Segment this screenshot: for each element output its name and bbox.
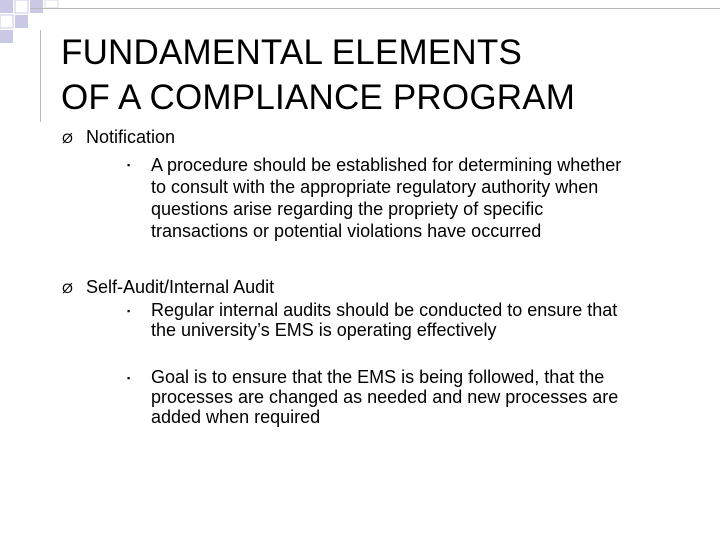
- list-item-line: processes are changed as needed and new processes are: [151, 387, 619, 407]
- square-bullet-icon: ▪: [127, 160, 131, 170]
- title-line-2: OF A COMPLIANCE PROGRAM: [61, 78, 576, 117]
- list-item: [151, 154, 691, 242]
- list-item-line: Goal is to ensure that the EMS is being followed, that the: [151, 367, 605, 387]
- section-heading-notification: Notification: [86, 127, 176, 147]
- title-line-1: FUNDAMENTAL ELEMENTS: [61, 33, 522, 72]
- list-item: [151, 367, 691, 427]
- list-item-line: the university’s EMS is operating effectively: [151, 320, 497, 340]
- section-heading-self-audit: Self-Audit/Internal Audit: [86, 277, 275, 297]
- list-item-line: A procedure should be established for determining whether: [151, 155, 622, 175]
- square-bullet-icon: ▪: [127, 306, 131, 316]
- arrowhead-bullet-icon: Ø: [62, 130, 73, 146]
- list-item-line: Regular internal audits should be conducted to ensure that: [151, 300, 618, 320]
- list-item-line: added when required: [151, 407, 321, 427]
- list-item-line: transactions or potential violations have occurred: [151, 221, 542, 241]
- list-item-line: to consult with the appropriate regulatory authority when: [151, 177, 599, 197]
- square-bullet-icon: ▪: [127, 373, 131, 383]
- list-item-line: questions arise regarding the propriety of specific: [151, 199, 544, 219]
- list-item: [151, 300, 691, 340]
- arrowhead-bullet-icon: Ø: [62, 280, 73, 296]
